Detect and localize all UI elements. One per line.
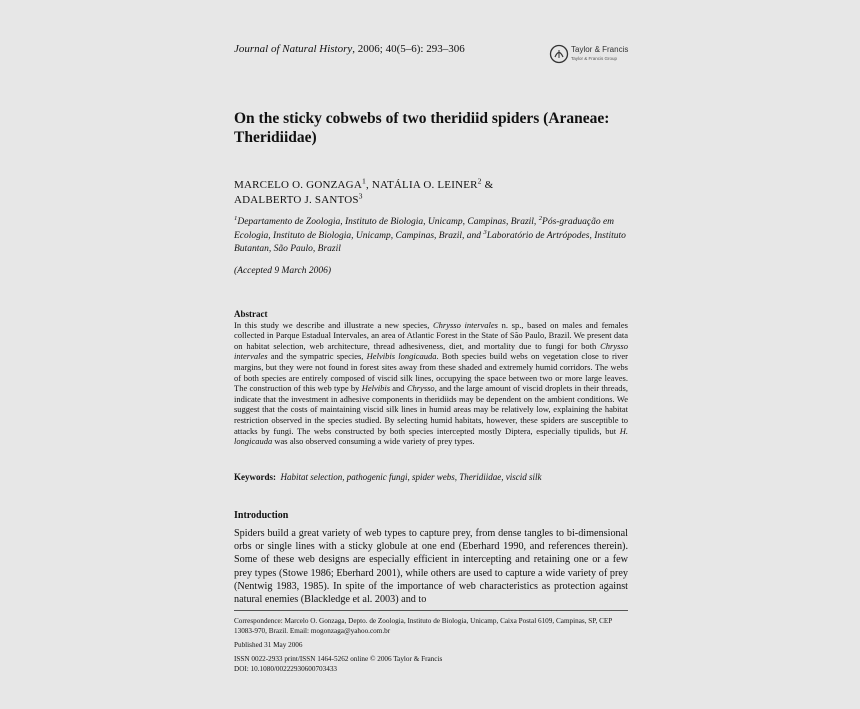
keywords-line	[234, 472, 628, 482]
introduction-text: Spiders build a great variety of web types to capture prey, from dense tangles to bi-dimensional orbs or single lines with a sticky globule at one end (Eberhard 1990, and references therein). Some of these web designs are especially efficient in intercepting and retaining one or a few prey types (Stowe 1986; Eberhard 2001), while others are used to capture a wide variety of prey (Nentwig 1983, 1985). In spite of the importance of web characteristics as protection against natural enemies (Blackledge et al. 2003) and to	[234, 528, 628, 606]
abstract-text: , and the large amount of viscid droplets in their threads, indicate that the investment in adhesive components in theridiids may be dependent on the ambient conditions. We suggest that the costs of maintaining viscid silk lines in humid areas may be relatively low, explaining the habitat restriction observed in the species studied. By selecting humid habitats, however, these spiders are susceptible to attacks by fungi. The webs constructed by both species intercepted mostly Diptera, especially tipulids, but	[234, 383, 628, 436]
journal-citation	[234, 43, 465, 55]
affil-mark: 1	[234, 214, 238, 222]
abstract-text: In this study we describe and illustrate a new species,	[234, 319, 433, 330]
publisher-logo	[549, 43, 631, 65]
introduction-heading: Introduction	[234, 510, 289, 521]
author-name: NATÁLIA O. LEINER	[371, 179, 478, 191]
affil-mark: 2	[538, 214, 543, 222]
publisher-logo-icon	[549, 44, 569, 64]
published-date: Published 31 May 2006	[234, 641, 303, 649]
abstract-text: and	[390, 383, 407, 394]
paper-title: On the sticky cobwebs of two theridiid spiders (Araneae: Theridiidae)	[234, 110, 610, 146]
affiliation-text: Departamento de Zoologia, Instituto de Biologia, Unicamp, Campinas, Brazil,	[237, 217, 539, 227]
footnote-divider	[234, 610, 628, 611]
author-affil-mark: 1	[361, 176, 367, 186]
species-name: Chrysso intervales	[432, 319, 498, 330]
journal-name: Journal of Natural History	[234, 43, 353, 55]
keywords-label: Keywords:	[234, 472, 276, 482]
species-name: H. longicauda	[234, 425, 628, 447]
author-list	[234, 178, 634, 208]
affiliation-text: Pós-graduação em Ecologia, Instituto de Biologia, Unicamp, Campinas, Brazil, and	[234, 217, 615, 241]
abstract-text: and the sympatric species,	[267, 351, 367, 362]
species-name: Chrysso	[406, 383, 435, 394]
abstract-heading: Abstract	[234, 309, 268, 319]
abstract-text: n. sp., based on males and females collected in Parque Estadual Intervales, an area of Atlantic Forest in the State of São Paulo, Brazil. We present data on habitat selection, web architecture, thread adhesiveness, diet, and mortality due to fungi for both	[234, 319, 628, 351]
abstract-section	[234, 309, 628, 447]
accepted-date: (Accepted 9 March 2006)	[234, 266, 331, 276]
species-name: Helvibis	[361, 383, 391, 394]
publisher-name: Taylor & Francis	[571, 45, 629, 54]
species-name: Chrysso intervales	[234, 340, 628, 362]
author-separator: ,	[366, 179, 372, 191]
author-affil-mark: 3	[358, 191, 363, 201]
affil-mark: 3	[483, 228, 487, 236]
doi-line: DOI: 10.1080/00222930600703433	[234, 664, 338, 673]
publisher-tagline: Taylor & Francis Group	[571, 56, 618, 61]
author-name: ADALBERTO J. SANTOS	[234, 194, 359, 206]
abstract-text: . Both species build webs on vegetation close to river margins, but they were not found in forest sites away from these shaded and extremely humid corridors. The webs of both species are entirely composed of viscid silk lines, occupying the space between two or more large leaves. The construction of this web type by	[234, 351, 628, 394]
author-separator: &	[481, 179, 494, 191]
correspondence-note: Correspondence: Marcelo O. Gonzaga, Depto. de Zoologia, Instituto de Biologia, Unicamp, Caixa Postal 6109, Campinas, SP, CEP 13083-970, Brazil. Email: mogonzaga@yahoo.com.br	[234, 617, 613, 635]
issn-line: ISSN 0022-2933 print/ISSN 1464-5262 online © 2006 Taylor & Francis	[234, 655, 443, 663]
author-affil-mark: 2	[477, 176, 482, 186]
author-name: MARCELO O. GONZAGA	[234, 179, 362, 191]
abstract-text: was also observed consuming a wide variety of prey types.	[272, 436, 475, 447]
journal-volume: , 2006; 40(5–6): 293–306	[352, 43, 465, 55]
affiliations	[234, 216, 628, 257]
affiliation-text: Laboratório de Artrópodes, Instituto Butantan, São Paulo, Brazil	[234, 230, 626, 254]
species-name: Helvibis longicauda	[366, 351, 437, 362]
keywords-values: Habitat selection, pathogenic fungi, spider webs, Theridiidae, viscid silk	[280, 472, 542, 482]
issn-doi	[234, 655, 442, 674]
